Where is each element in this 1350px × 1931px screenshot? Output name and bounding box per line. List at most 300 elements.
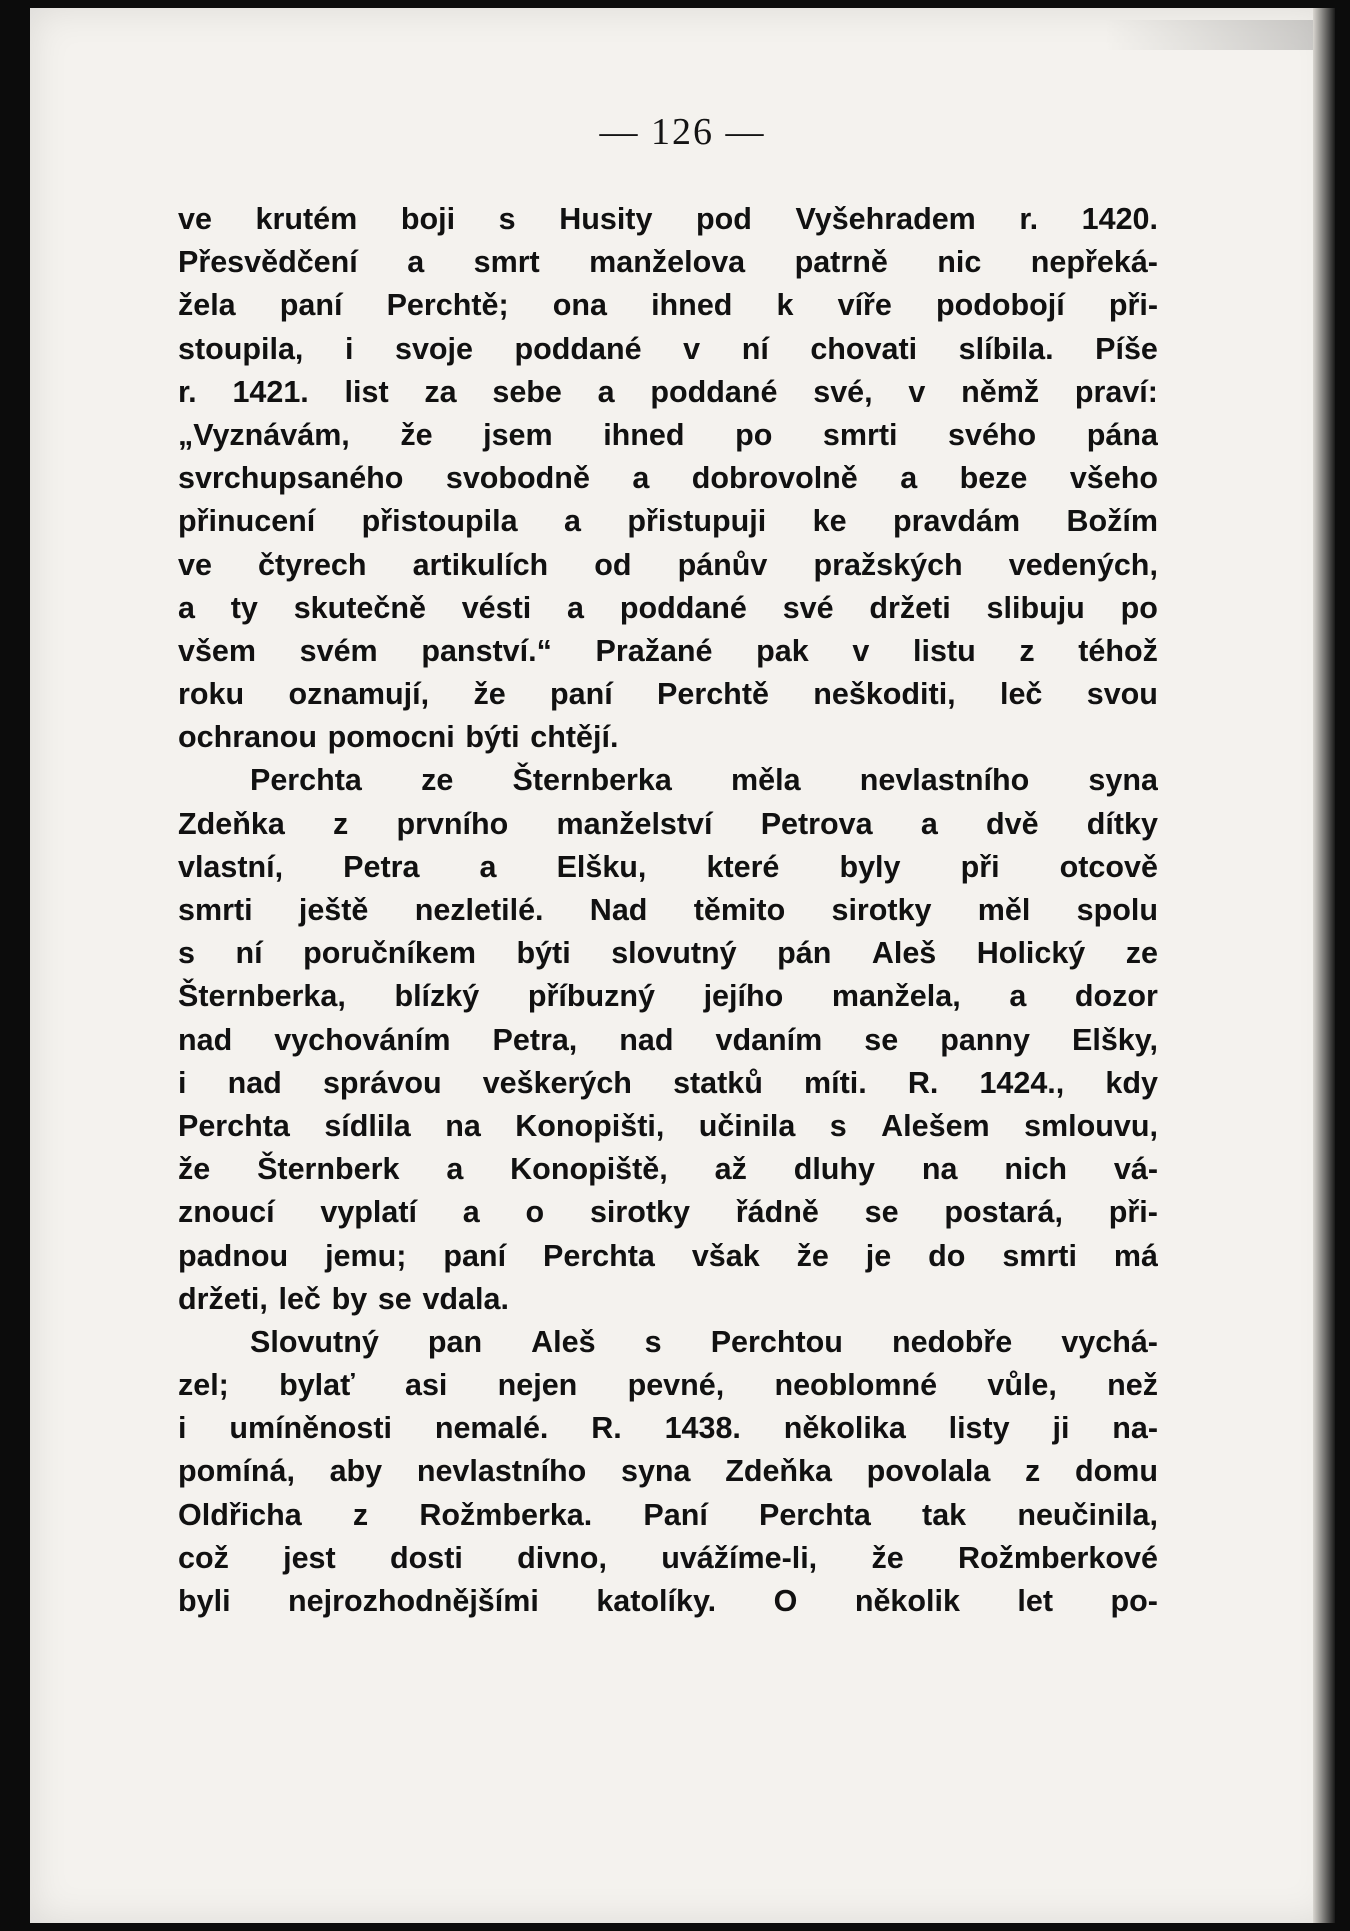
- word: jejího: [703, 979, 784, 1014]
- word: Alešem: [881, 1108, 990, 1143]
- text-line: [178, 1019, 1158, 1062]
- word: správou: [322, 1065, 442, 1100]
- word: Šternberk: [257, 1152, 400, 1187]
- word: Perchta: [542, 1238, 655, 1273]
- word: svého: [948, 417, 1037, 452]
- word: nejen: [497, 1368, 578, 1403]
- word: skutečně: [293, 590, 426, 625]
- text-line: [178, 846, 1158, 889]
- word: svou: [1086, 677, 1158, 712]
- word: asi: [404, 1368, 448, 1403]
- word: ke: [812, 504, 847, 539]
- word: poddané: [650, 374, 778, 409]
- word: po: [735, 417, 773, 452]
- text-line: [178, 630, 1158, 673]
- word: s: [829, 1108, 847, 1143]
- word: Zdeňka: [178, 806, 285, 841]
- word: svém: [299, 633, 378, 668]
- word: a: [632, 461, 650, 496]
- word: měl: [977, 893, 1031, 927]
- word: chtějí.: [530, 720, 619, 755]
- word: slibuju: [986, 590, 1085, 625]
- word: 1420.: [1081, 202, 1158, 236]
- word: by: [331, 1281, 368, 1316]
- word: Perchtou: [710, 1324, 843, 1359]
- word: neškoditi,: [813, 677, 956, 712]
- word: svoje: [394, 331, 473, 366]
- word: sirotky: [589, 1195, 690, 1230]
- text-line: [178, 1364, 1158, 1407]
- word: držeti,: [178, 1281, 268, 1316]
- word: býti: [516, 936, 571, 971]
- text-line: [178, 803, 1158, 846]
- word: divno,: [517, 1540, 607, 1575]
- word: vésti: [461, 590, 532, 625]
- word: žela: [178, 288, 236, 323]
- word: Petrova: [760, 806, 873, 841]
- text-line: [178, 673, 1158, 716]
- word: syna: [620, 1454, 691, 1489]
- word: sebe: [492, 374, 562, 409]
- word: panny: [940, 1022, 1031, 1057]
- word: O: [773, 1584, 798, 1618]
- text-line: [178, 500, 1158, 543]
- word: R.: [907, 1065, 939, 1100]
- word: povolala: [866, 1454, 991, 1489]
- word: po: [1120, 590, 1158, 625]
- text-line: [178, 1191, 1158, 1234]
- word: pravdám: [892, 504, 1021, 539]
- word: přinucení: [178, 504, 316, 539]
- word: všeho: [1069, 461, 1158, 496]
- word: nevlastního: [416, 1454, 587, 1489]
- word: na: [445, 1108, 481, 1143]
- word: a: [479, 849, 497, 884]
- word: listu: [913, 633, 976, 668]
- word: smrti: [822, 417, 898, 452]
- text-line: [178, 328, 1158, 371]
- word: Rožmberkové: [957, 1540, 1158, 1575]
- word: svrchupsaného: [178, 461, 404, 496]
- word: blízký: [394, 979, 480, 1014]
- word: z: [1025, 1454, 1041, 1489]
- word: zel;: [178, 1368, 229, 1403]
- word: poddané: [619, 590, 747, 625]
- word: dobrovolně: [691, 461, 858, 496]
- text-line: [178, 1148, 1158, 1191]
- word: téhož: [1078, 633, 1158, 668]
- word: pomíná,: [178, 1454, 295, 1489]
- word: Perchta: [758, 1497, 871, 1532]
- word: svobodně: [445, 461, 590, 496]
- word: z: [1019, 633, 1035, 668]
- word: nejrozhodnějšími: [288, 1584, 539, 1618]
- word: smrti: [178, 893, 253, 927]
- word: 1424.,: [979, 1065, 1065, 1100]
- word: a: [920, 806, 938, 841]
- word: Perchta: [250, 763, 362, 798]
- text-line: [178, 759, 1158, 802]
- word: Božím: [1066, 504, 1158, 539]
- word: ní: [235, 936, 263, 971]
- word: které: [706, 849, 780, 884]
- word: při: [960, 849, 1000, 884]
- text-line: [178, 1321, 1158, 1364]
- word: v: [683, 331, 701, 366]
- text-line: [178, 241, 1158, 284]
- word: chovati: [810, 331, 918, 366]
- word: v: [908, 374, 926, 409]
- word: od: [594, 547, 632, 582]
- word: sirotky: [831, 893, 932, 927]
- text-line: [178, 1580, 1158, 1623]
- word: syna: [1088, 763, 1158, 798]
- word: pražských: [813, 547, 963, 582]
- word: Píše: [1095, 331, 1158, 366]
- word: manželství: [556, 806, 713, 841]
- word: i: [178, 1411, 187, 1446]
- word: že: [473, 677, 506, 712]
- text-line: [178, 1278, 1158, 1321]
- word: dozor: [1074, 979, 1158, 1014]
- word: otcově: [1059, 849, 1158, 884]
- word: vdala.: [422, 1281, 509, 1316]
- word: let: [1017, 1584, 1054, 1618]
- text-line: [178, 457, 1158, 500]
- word: 1421.: [232, 374, 309, 409]
- word: ona: [552, 288, 607, 323]
- text-line: [178, 1062, 1158, 1105]
- word: Nad: [589, 893, 648, 927]
- word: paní: [279, 288, 343, 323]
- word: a: [178, 590, 195, 625]
- word: pak: [756, 633, 809, 668]
- word: měla: [731, 763, 801, 798]
- word: Šternberka,: [178, 979, 346, 1014]
- word: ihned: [651, 288, 733, 323]
- word: ve: [178, 202, 212, 236]
- word: ní: [741, 331, 769, 366]
- word: sídlila: [324, 1108, 411, 1143]
- word: byly: [839, 849, 901, 884]
- word: boji: [400, 202, 456, 236]
- word: své,: [813, 374, 873, 409]
- word: kdy: [1105, 1065, 1158, 1100]
- word: smlouvu,: [1024, 1108, 1158, 1143]
- word: a: [597, 374, 615, 409]
- word: slíbila.: [958, 331, 1054, 366]
- word: Perchtě: [657, 677, 769, 712]
- word: nemalé.: [434, 1411, 549, 1446]
- word: dosti: [389, 1540, 463, 1575]
- word: „Vyznávám,: [178, 417, 350, 452]
- word: oznamují,: [288, 677, 430, 712]
- text-line: [178, 587, 1158, 630]
- word: se: [864, 1195, 899, 1230]
- word: paní: [443, 1238, 507, 1273]
- word: k: [776, 288, 794, 323]
- word: s: [644, 1324, 662, 1359]
- word: veškerých: [482, 1065, 632, 1100]
- word: ty: [230, 590, 258, 625]
- word: krutém: [255, 202, 358, 236]
- word: ochranou: [178, 720, 317, 755]
- word: dítky: [1086, 806, 1158, 841]
- word: své: [782, 590, 834, 625]
- word: 1438.: [664, 1411, 741, 1446]
- word: však: [691, 1238, 760, 1273]
- text-line: [178, 1235, 1158, 1278]
- word: za: [424, 374, 457, 409]
- word: se: [377, 1281, 412, 1316]
- word: nedobře: [891, 1324, 1013, 1359]
- word: ze: [1125, 936, 1158, 971]
- text-line: [178, 1450, 1158, 1493]
- word: statků: [673, 1065, 763, 1100]
- word: Konopiště,: [510, 1152, 668, 1187]
- word: roku: [178, 677, 245, 712]
- word: postará,: [944, 1195, 1063, 1230]
- word: Slovutný: [250, 1324, 379, 1359]
- word: několika: [783, 1411, 906, 1446]
- word: leč: [278, 1281, 321, 1316]
- word: paní: [550, 677, 613, 712]
- word: nich: [1004, 1152, 1068, 1187]
- word: poručníkem: [303, 936, 476, 971]
- word: Husity: [559, 202, 653, 236]
- word: pomocni: [327, 720, 455, 755]
- word: že: [796, 1238, 829, 1273]
- word: Šternberka: [512, 763, 672, 798]
- text-line: [178, 1105, 1158, 1148]
- word: patrně: [794, 245, 888, 280]
- word: než: [1107, 1368, 1158, 1403]
- word: stoupila,: [178, 331, 304, 366]
- word: nic: [937, 245, 982, 280]
- word: Perchtě;: [386, 288, 509, 323]
- word: pan: [427, 1324, 483, 1359]
- word: r.: [178, 374, 197, 409]
- word: což: [178, 1540, 229, 1575]
- word: z: [352, 1497, 369, 1532]
- word: vlastní,: [178, 849, 284, 884]
- word: a: [1009, 979, 1027, 1014]
- page-number: — 126 —: [599, 111, 766, 153]
- text-line: [178, 198, 1158, 241]
- word: ihned: [603, 417, 685, 452]
- word: němž: [961, 374, 1040, 409]
- text-line: [178, 1494, 1158, 1537]
- word: že: [400, 417, 433, 452]
- word: míti.: [804, 1065, 867, 1100]
- word: nezletilé.: [414, 893, 544, 927]
- word: spolu: [1076, 893, 1158, 927]
- word: ze: [421, 763, 454, 798]
- word: vdaním: [715, 1022, 823, 1057]
- word: padnou: [178, 1238, 289, 1273]
- word: a: [900, 461, 918, 496]
- word: manžela,: [831, 979, 961, 1014]
- word: i: [178, 1065, 187, 1100]
- word: až: [714, 1152, 747, 1187]
- word: pán: [777, 936, 832, 971]
- page-edge-shadow: [1313, 8, 1335, 1923]
- word: z: [333, 806, 349, 841]
- word: se: [864, 1022, 899, 1057]
- word: při-: [1108, 288, 1158, 323]
- word: list: [344, 374, 389, 409]
- word: čtyrech: [258, 547, 367, 582]
- word: na: [921, 1152, 958, 1187]
- word: byli: [178, 1584, 231, 1618]
- word: Oldřicha: [178, 1497, 302, 1532]
- word: učinila: [698, 1108, 796, 1143]
- body-text: [178, 198, 1158, 1623]
- text-line: [178, 284, 1158, 327]
- text-line: [178, 889, 1158, 932]
- word: pod: [696, 202, 752, 236]
- word: nad: [619, 1022, 674, 1057]
- word: a: [567, 590, 585, 625]
- word: že: [178, 1152, 211, 1187]
- word: s: [498, 202, 516, 236]
- word: smrt: [473, 245, 540, 280]
- word: Petra: [343, 849, 420, 884]
- word: R.: [591, 1411, 622, 1446]
- word: vychováním: [274, 1022, 451, 1057]
- word: v: [852, 633, 870, 668]
- word: při-: [1108, 1195, 1158, 1230]
- word: býti: [465, 720, 520, 755]
- word: držeti: [869, 590, 951, 625]
- word: manželova: [589, 245, 746, 280]
- word: je: [865, 1238, 892, 1273]
- word: Holický: [976, 936, 1086, 971]
- word: r.: [1019, 202, 1039, 236]
- word: nad: [227, 1065, 282, 1100]
- word: pevné,: [627, 1368, 725, 1403]
- word: ve: [178, 547, 212, 582]
- word: nevlastního: [859, 763, 1030, 798]
- word: po-: [1110, 1584, 1158, 1618]
- word: víře: [837, 288, 892, 323]
- word: přistupuji: [627, 504, 767, 539]
- text-line: [178, 932, 1158, 975]
- word: znoucí: [178, 1195, 275, 1230]
- word: Perchta: [178, 1108, 290, 1143]
- word: poddané: [514, 331, 642, 366]
- word: prvního: [396, 806, 509, 841]
- word: o: [525, 1195, 545, 1230]
- word: Petra,: [492, 1022, 578, 1057]
- word: domu: [1074, 1454, 1158, 1489]
- word: Aleš: [871, 936, 937, 971]
- word: všem: [178, 633, 257, 668]
- word: Konopišti,: [515, 1108, 665, 1143]
- word: má: [1113, 1238, 1158, 1273]
- word: Elšky,: [1072, 1022, 1158, 1057]
- text-line: [178, 371, 1158, 414]
- word: ji: [1052, 1411, 1070, 1446]
- text-line: [178, 1407, 1158, 1450]
- word: beze: [959, 461, 1028, 496]
- word: uvážíme-li,: [661, 1540, 818, 1575]
- word: smrti: [1002, 1238, 1077, 1273]
- word: jest: [283, 1540, 336, 1575]
- word: ještě: [298, 893, 369, 927]
- word: Paní: [643, 1497, 708, 1532]
- word: vedených,: [1008, 547, 1158, 582]
- word: jemu;: [325, 1238, 407, 1273]
- word: Zdeňka: [725, 1454, 832, 1489]
- word: nad: [178, 1022, 233, 1057]
- word: neoblomné: [774, 1368, 938, 1403]
- word: vůle,: [987, 1368, 1057, 1403]
- word: Vyšehradem: [795, 202, 976, 236]
- word: řádně: [735, 1195, 819, 1230]
- word: těmito: [693, 893, 786, 927]
- word: podobojí: [936, 288, 1065, 323]
- word: že: [871, 1540, 904, 1575]
- word: praví:: [1074, 374, 1158, 409]
- word: slovutný: [611, 936, 737, 971]
- word: Rožmberka.: [419, 1497, 593, 1532]
- word: nepřeká-: [1030, 245, 1158, 280]
- word: katolíky.: [596, 1584, 717, 1618]
- word: pánův: [677, 547, 768, 582]
- word: listy: [948, 1411, 1010, 1446]
- text-line: [178, 1537, 1158, 1580]
- word: s: [178, 936, 195, 971]
- word: panství.“: [421, 633, 552, 668]
- word: tak: [922, 1497, 967, 1532]
- word: a: [462, 1195, 480, 1230]
- word: do: [928, 1238, 966, 1273]
- word: aby: [329, 1454, 383, 1489]
- text-line: [178, 414, 1158, 457]
- word: umíněnosti: [229, 1411, 392, 1446]
- word: a: [407, 245, 425, 280]
- word: Elšku,: [556, 849, 647, 884]
- text-line: [178, 975, 1158, 1018]
- word: dvě: [986, 806, 1039, 841]
- word: bylať: [279, 1368, 355, 1403]
- word: několik: [854, 1584, 960, 1618]
- scan-smudge: [1105, 20, 1325, 50]
- word: jsem: [483, 417, 553, 452]
- word: a: [446, 1152, 464, 1187]
- word: a: [563, 504, 581, 539]
- text-line: [178, 716, 1158, 759]
- word: příbuzný: [527, 979, 655, 1014]
- word: Pražané: [595, 633, 713, 668]
- word: Aleš: [531, 1324, 596, 1359]
- word: vychá-: [1061, 1324, 1158, 1359]
- word: neučinila,: [1017, 1497, 1158, 1532]
- word: leč: [999, 677, 1043, 712]
- word: vá-: [1113, 1152, 1158, 1187]
- word: i: [344, 331, 354, 366]
- word: vyplatí: [320, 1195, 417, 1230]
- word: artikulích: [412, 547, 549, 582]
- word: dluhy: [793, 1152, 876, 1187]
- word: přistoupila: [361, 504, 518, 539]
- word: na-: [1112, 1411, 1158, 1446]
- text-line: [178, 544, 1158, 587]
- book-page: [30, 8, 1335, 1923]
- word: pána: [1086, 417, 1158, 452]
- word: Přesvědčení: [178, 245, 358, 280]
